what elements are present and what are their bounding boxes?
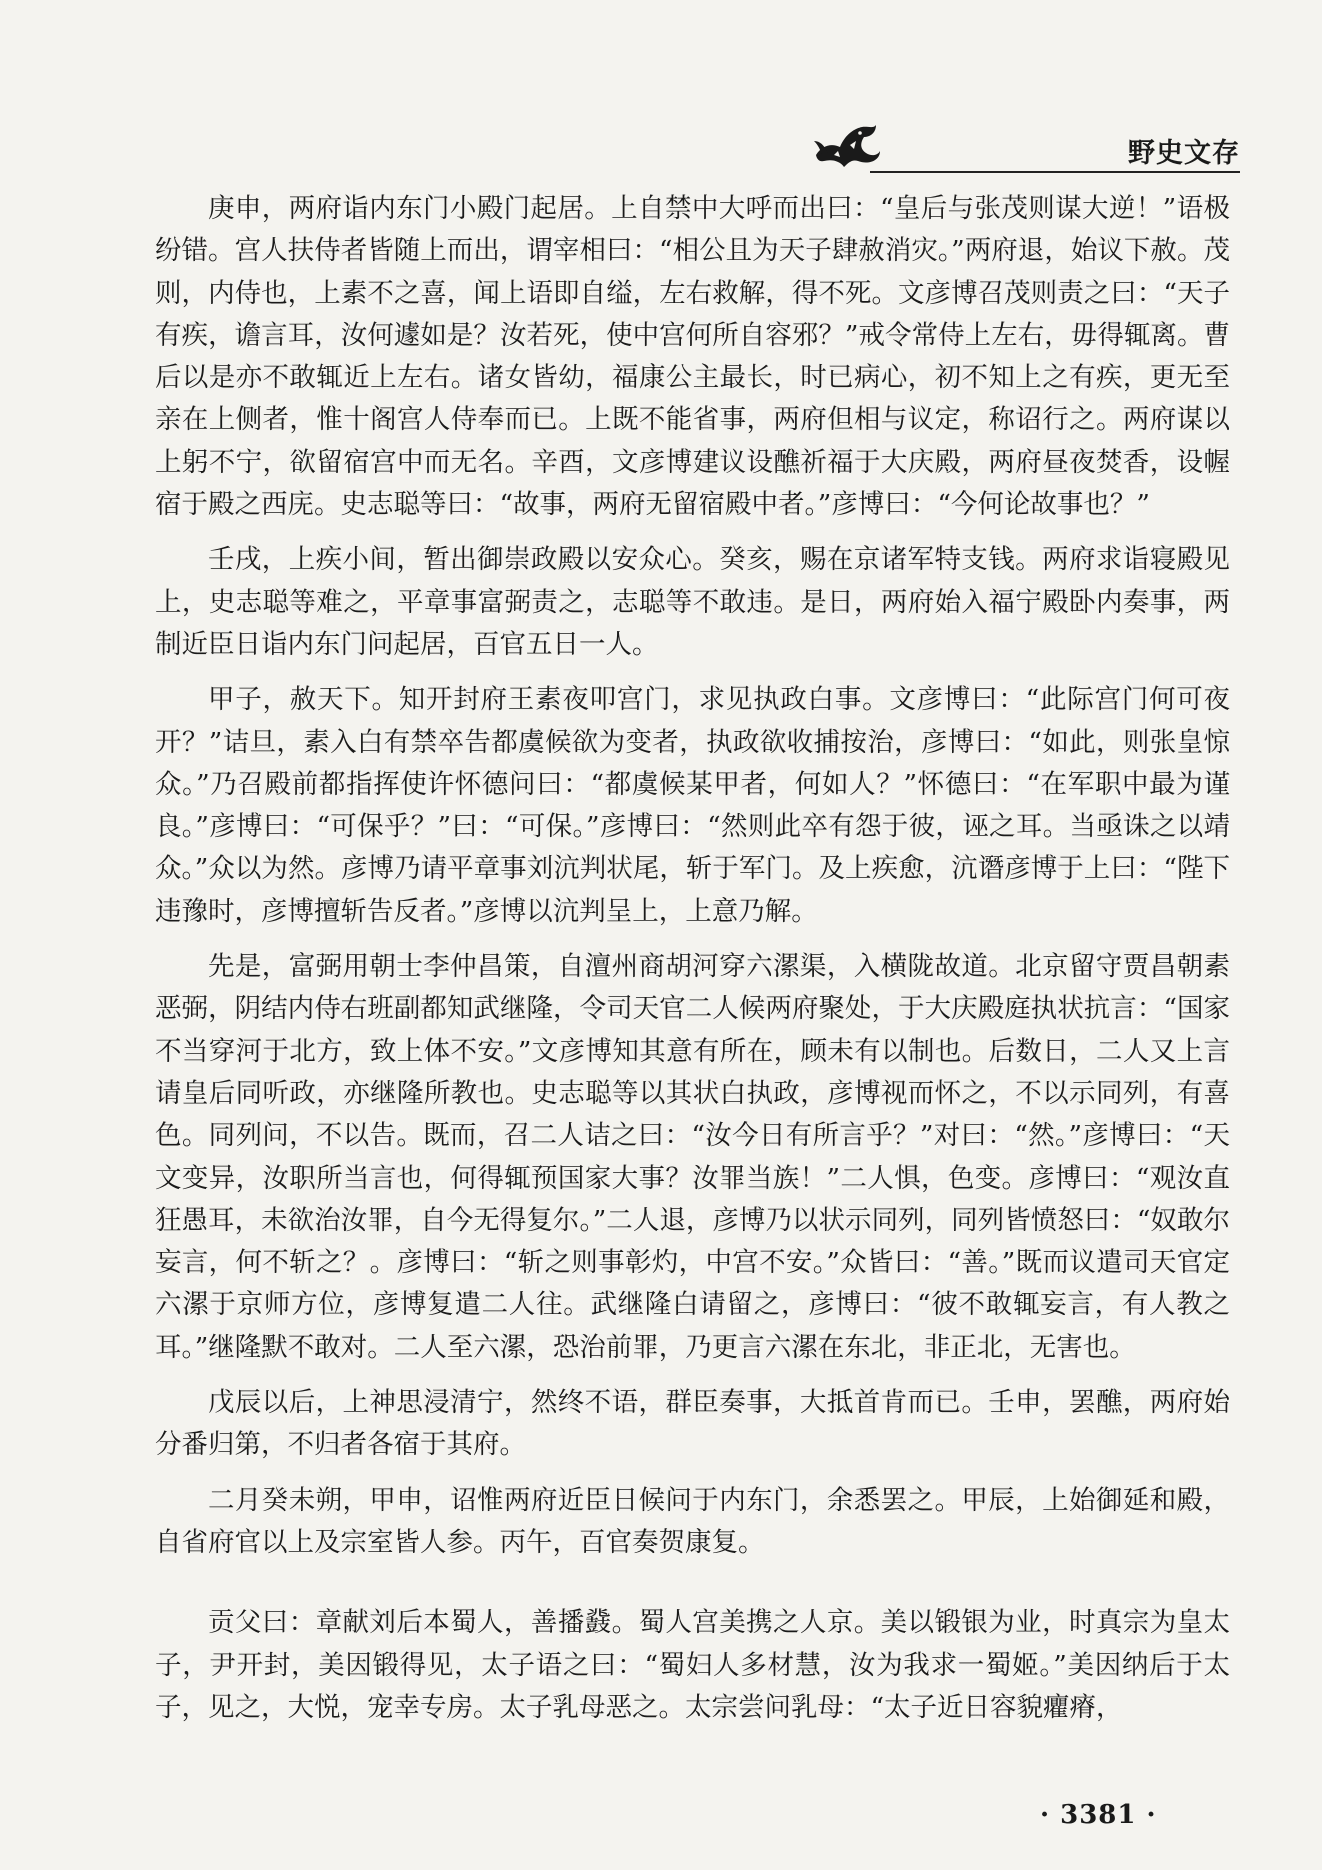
- paragraph: 先是，富弼用朝士李仲昌策，自澶州商胡河穿六漯渠，入横陇故道。北京留守贾昌朝素恶弼，阴结内侍右班副都知武继隆，令司天官二人候两府聚处，于大庆殿庭执状抗言：“国家不当穿河于北方，致上体不安。”文彦博知其意有所在，顾未有以制也。后数日，二人又上言请皇后同听政，亦继隆所教也。史志聪等以其状白执政，彦博视而怀之，不以示同列，有喜色。同列问，不以告。既而，召二人诘之曰：“汝今日有所言乎？”对曰：“然。”彦博曰：“天文变异，汝职所当言也，何得辄预国家大事？汝罪当族！”二人惧，色变。彦博曰：“观汝直狂愚耳，未欲治汝罪，自今无得复尔。”二人退，彦博乃以状示同列，同列皆愤怒曰：“奴敢尔妄言，何不斩之？。彦博曰：“斩之则事彰灼，中宫不安。”众皆曰：“善。”既而议遣司天官定六漯于京师方位，彦博复遣二人往。武继隆白请留之，彦博曰：“彼不敢辄妄言，有人教之耳。”继隆默不敢对。二人至六漯，恐治前罪，乃更言六漯在东北，非正北，无害也。: [155, 951, 1230, 1363]
- paragraph: 戊辰以后，上神思浸清宁，然终不语，群臣奏事，大抵首肯而已。壬申，罢醮，两府始分番归第，不归者各宿于其府。: [155, 1387, 1230, 1461]
- running-header: [810, 115, 1240, 175]
- body-text: [155, 188, 1230, 1742]
- paragraph: 二月癸未朔，甲申，诏惟两府近臣日候问于内东门，余悉罢之。甲辰，上始御延和殿，自省府官以上及宗室皆人参。丙午，百官奏贺康复。: [155, 1484, 1230, 1558]
- header-rule: [870, 171, 1240, 173]
- dragon-emblem-icon: [810, 115, 882, 171]
- header-title: 野史文存: [1128, 138, 1240, 169]
- paragraph: 庚申，两府诣内东门小殿门起居。上自禁中大呼而出曰：“皇后与张茂则谋大逆！”语极纷错。宫人扶侍者皆随上而出，谓宰相曰：“相公且为天子肆赦消灾。”两府退，始议下赦。茂则，内侍也，上素不之喜，闻上语即自缢，左右救解，得不死。文彦博召茂则责之曰：“天子有疾，谵言耳，汝何遽如是？汝若死，使中宫何所自容邪？”戒令常侍上左右，毋得辄离。曹后以是亦不敢辄近上左右。诸女皆幼，福康公主最长，时已病心，初不知上之有疾，更无至亲在上侧者，惟十阁宫人侍奉而已。上既不能省事，两府但相与议定，称诏行之。两府谋以上躬不宁，欲留宿宫中而无名。辛酉，文彦博建议设醮祈福于大庆殿，两府昼夜焚香，设幄宿于殿之西庑。史志聪等曰：“故事，两府无留宿殿中者。”彦博曰：“今何论故事也？”: [155, 193, 1230, 521]
- paragraph: 壬戌，上疾小间，暂出御崇政殿以安众心。癸亥，赐在京诸军特支钱。两府求诣寝殿见上，史志聪等难之，平章事富弼责之，志聪等不敢违。是日，两府始入福宁殿卧内奏事，两制近臣日诣内东门问起居，百官五日一人。: [155, 544, 1230, 660]
- paragraph: 贡父曰：章献刘后本蜀人，善播鼗。蜀人宫美携之人京。美以锻银为业，时真宗为皇太子，尹开封，美因锻得见，太子语之曰：“蜀妇人多材慧，汝为我求一蜀姬。”美因纳后于太子，见之，大悦，宠幸专房。太子乳母恶之。太宗尝问乳母：“太子近日容貌癯瘠，: [155, 1607, 1230, 1723]
- page-number: · 3381 ·: [1040, 1800, 1157, 1830]
- paragraph: 甲子，赦天下。知开封府王素夜叩宫门，求见执政白事。文彦博曰：“此际宫门何可夜开？”诘旦，素入白有禁卒告都虞候欲为变者，执政欲收捕按治，彦博曰：“如此，则张皇惊众。”乃召殿前都指挥使许怀德问曰：“都虞候某甲者，何如人？”怀德曰：“在军职中最为谨良。”彦博曰：“可保乎？”曰：“可保。”彦博曰：“然则此卒有怨于彼，诬之耳。当亟诛之以靖众。”众以为然。彦博乃请平章事刘沆判状尾，斩于军门。及上疾愈，沆谮彦博于上曰：“陛下违豫时，彦博擅斩告反者。”彦博以沆判呈上，上意乃解。: [155, 684, 1230, 927]
